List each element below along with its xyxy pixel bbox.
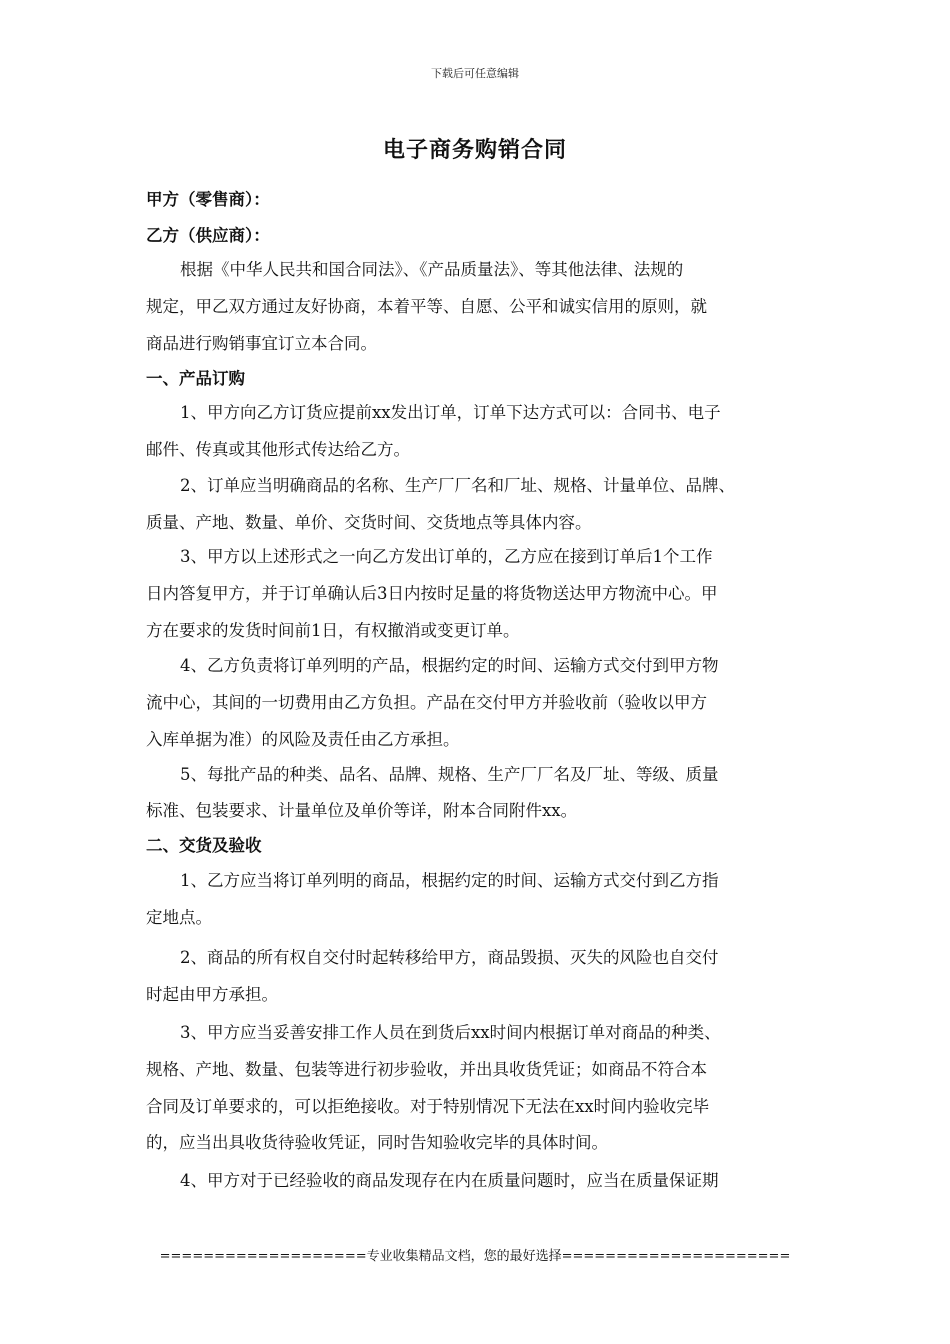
- clause-line: 1、乙方应当将订单列明的商品，根据约定的时间、运输方式交付到乙方指: [180, 871, 719, 890]
- party-a-line: 甲方（零售商）：: [146, 190, 270, 209]
- clause-line: 规格、产地、数量、包装等进行初步验收，并出具收货凭证；如商品不符合本: [146, 1060, 707, 1079]
- clause-line: 邮件、传真或其他形式传达给乙方。: [146, 440, 410, 459]
- clause-line: 质量、产地、数量、单价、交货时间、交货地点等具体内容。: [146, 513, 592, 532]
- clause-line: 时起由甲方承担。: [146, 985, 278, 1004]
- header-note: 下载后可任意编辑: [431, 67, 519, 80]
- clause-line: 标准、包装要求、计量单位及单价等详，附本合同附件xx。: [146, 801, 578, 820]
- preamble-line: 规定，甲乙双方通过友好协商，本着平等、自愿、公平和诚实信用的原则，就: [146, 297, 707, 316]
- clause-line: 3、甲方应当妥善安排工作人员在到货后xx时间内根据订单对商品的种类、: [180, 1023, 721, 1042]
- clause-line: 3、甲方以上述形式之一向乙方发出订单的，乙方应在接到订单后1个工作: [180, 547, 713, 566]
- clause-line: 的，应当出具收货待验收凭证，同时告知验收完毕的具体时间。: [146, 1133, 608, 1152]
- clause-line: 2、商品的所有权自交付时起转移给甲方，商品毁损、灭失的风险也自交付: [180, 948, 719, 967]
- preamble-line: 商品进行购销事宜订立本合同。: [146, 334, 377, 353]
- preamble-line: 根据《中华人民共和国合同法》、《产品质量法》、等其他法律、法规的: [180, 260, 684, 279]
- footer-banner: ===================专业收集精品文档，您的最好选择=====================: [159, 1249, 791, 1264]
- section-heading-1: 一、产品订购: [146, 369, 245, 388]
- clause-line: 定地点。: [146, 908, 212, 927]
- clause-line: 入库单据为准）的风险及责任由乙方承担。: [146, 730, 460, 749]
- document-title: 电子商务购销合同: [382, 137, 567, 163]
- clause-line: 4、甲方对于已经验收的商品发现存在内在质量问题时，应当在质量保证期: [180, 1171, 719, 1190]
- clause-line: 合同及订单要求的，可以拒绝接收。对于特别情况下无法在xx时间内验收完毕: [146, 1097, 710, 1116]
- clause-line: 1、甲方向乙方订货应提前xx发出订单，订单下达方式可以：合同书、电子: [180, 403, 721, 422]
- clause-line: 4、乙方负责将订单列明的产品，根据约定的时间、运输方式交付到甲方物: [180, 656, 719, 675]
- clause-line: 5、每批产品的种类、品名、品牌、规格、生产厂厂名及厂址、等级、质量: [180, 765, 719, 784]
- clause-line: 方在要求的发货时间前1日，有权撤消或变更订单。: [146, 621, 520, 640]
- clause-line: 2、订单应当明确商品的名称、生产厂厂名和厂址、规格、计量单位、品牌、: [180, 476, 735, 495]
- section-heading-2: 二、交货及验收: [146, 836, 262, 855]
- clause-line: 流中心，其间的一切费用由乙方负担。产品在交付甲方并验收前（验收以甲方: [146, 693, 707, 712]
- clause-line: 日内答复甲方，并于订单确认后3日内按时足量的将货物送达甲方物流中心。甲: [146, 584, 718, 603]
- party-b-line: 乙方（供应商）：: [146, 226, 270, 245]
